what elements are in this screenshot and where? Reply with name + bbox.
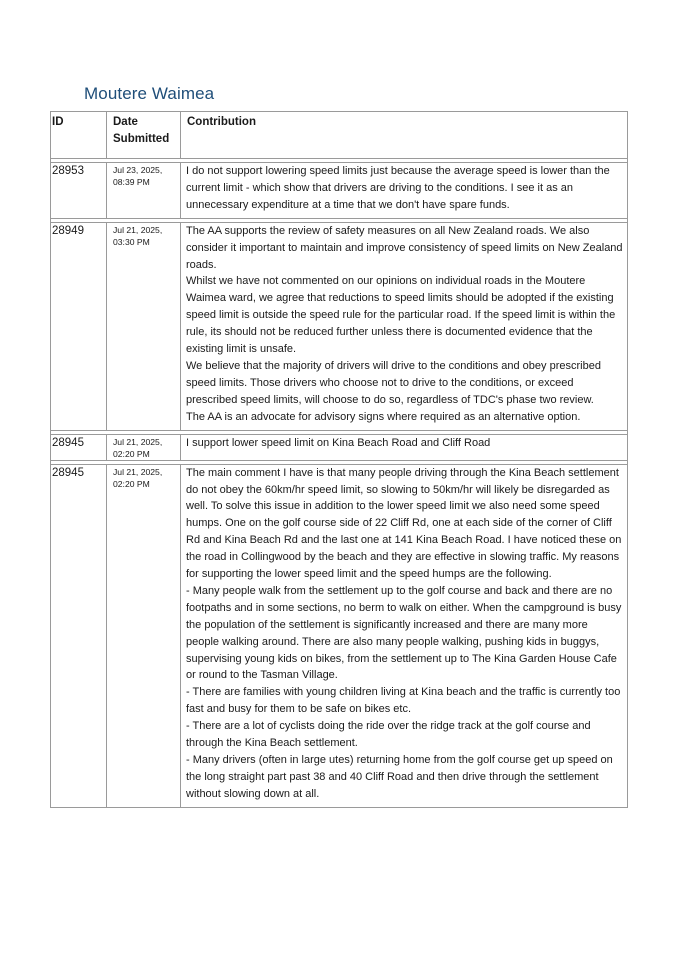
contribution-paragraph: - Many drivers (often in large utes) returning home from the golf course get up speed on the long straight part past 38 and 40 Cliff Road and then drive through the settlement without slowing down at all. [186, 754, 613, 800]
contribution-paragraph: I do not support lowering speed limits just because the average speed is lower than the current limit - which show that drivers are driving to the conditions. I see it as an unnecessary expenditure at a time that we don't have spare funds. [186, 165, 610, 211]
contribution-paragraph: I support lower speed limit on Kina Beach Road and Cliff Road [186, 436, 491, 449]
contribution-paragraph: Whilst we have not commented on our opinions on individual roads in the Moutere Waimea ward, we agree that reductions to speed limits should be adopted if the existing speed limit is outside the speed rule for the particular road. If the speed limit is within the rule, its should not be reduced further unless there is documented evidence that the existing limit is unsafe. [186, 275, 616, 356]
header-row [51, 112, 628, 159]
contribution-cell [181, 163, 628, 219]
submission-id: 28945 [51, 464, 107, 807]
contribution-paragraph: - Many people walk from the settlement up to the golf course and back and there are no footpaths and in some sections, no berm to walk on either. When the campground is busy the population of the settlement is significantly increased and there are many more people walking around. There are also many people walking, pushing kids in buggys, supervising young kids on bikes, from the settlement up to The Kina Garden House Cafe or round to the Tasman Village. [186, 584, 622, 682]
column-header-id: ID [51, 112, 107, 159]
table-row [51, 434, 628, 460]
submissions-table [50, 111, 628, 808]
contribution-paragraph: We believe that the majority of drivers will drive to the conditions and obey prescribed speed limits. Those drivers who choose not to drive to the conditions, or exceed prescribed speed limits, will choose to do so, regardless of TDC's phase two review. [186, 359, 601, 406]
section-heading: Moutere Waimea [84, 84, 215, 103]
submission-id: 28945 [51, 434, 107, 460]
contribution-paragraph: The AA is an advocate for advisory signs where required as an alternative option. [186, 410, 581, 423]
date-submitted: Jul 21, 2025, 03:30 PM [107, 222, 181, 430]
date-submitted: Jul 21, 2025, 02:20 PM [107, 464, 181, 807]
contribution-cell [181, 464, 628, 807]
table-row [51, 464, 628, 807]
contribution-paragraph: - There are a lot of cyclists doing the ride over the ridge track at the golf course and through the Kina Beach settlement. [186, 720, 591, 750]
table-row [51, 222, 628, 430]
table-row [51, 163, 628, 219]
contribution-cell [181, 434, 628, 460]
column-header-contribution: Contribution [181, 112, 628, 159]
contribution-paragraph: The AA supports the review of safety measures on all New Zealand roads. We also consider it important to maintain and improve consistency of speed limits on New Zealand roads. [186, 224, 623, 271]
table-header [51, 112, 628, 159]
contribution-paragraph: - There are families with young children living at Kina beach and the traffic is currently too fast and busy for them to be safe on bikes etc. [186, 686, 621, 716]
date-submitted: Jul 21, 2025, 02:20 PM [107, 434, 181, 460]
date-submitted: Jul 23, 2025, 08:39 PM [107, 163, 181, 219]
column-header-date: Date Submitted [107, 112, 181, 159]
contribution-cell [181, 222, 628, 430]
submission-id: 28949 [51, 222, 107, 430]
contribution-paragraph: The main comment I have is that many people driving through the Kina Beach settlement do not obey the 60km/hr speed limit, so slowing to 50km/hr will likely be disregarded as well. To solve this issue in addition to the lower speed limit we also need some speed humps. One on the golf course side of 22 Cliff Rd, one at each side of the corner of Cliff Rd and Kina Beach Rd and the last one at 141 Kina Beach Road. I have noticed these on the road in Collingwood by the beach and they are effective in slowing traffic. My reasons for supporting the lower speed limit and the speed humps are the following. [186, 466, 622, 581]
table-body [51, 159, 628, 808]
submission-id: 28953 [51, 163, 107, 219]
